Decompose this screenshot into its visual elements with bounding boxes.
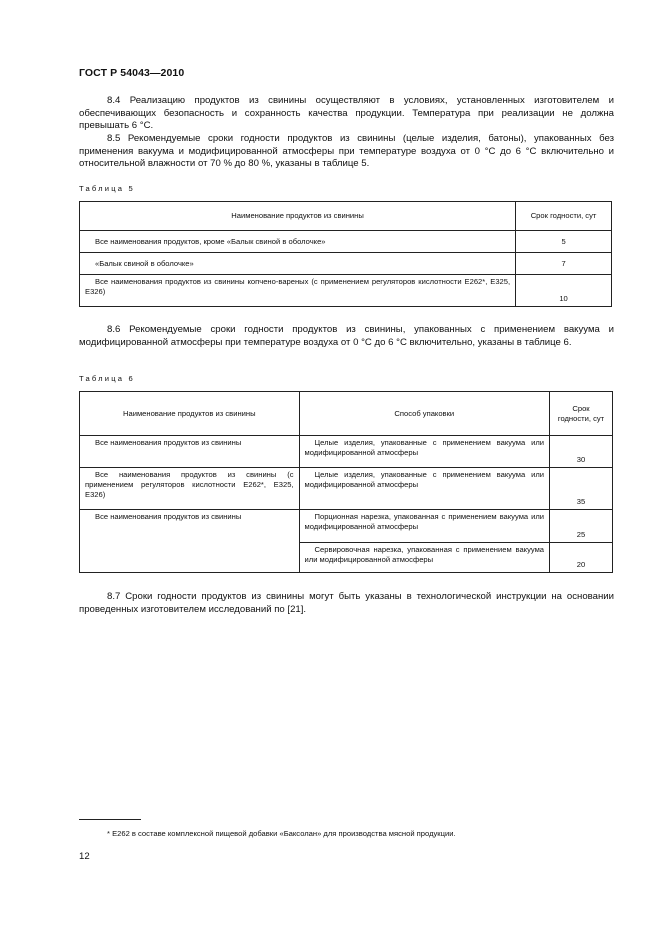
table-5-cell-name: «Балык свиной в оболочке»	[80, 253, 516, 275]
table-6	[79, 391, 613, 573]
table-6-cell-method: Целые изделия, упакованные с применением вакуума или модифицированной атмосферы	[299, 468, 550, 510]
paragraph-8-5	[79, 133, 614, 171]
paragraph-8-4-text: 8.4 Реализацию продуктов из свинины осуществляют в условиях, установленных изготовителем и обеспечивающих безопасность и сохранность качества продукции. Температура при реализации не должна превышать 6 °С.	[79, 95, 614, 132]
table-5	[79, 201, 612, 307]
table-5-header-days: Срок годности, сут	[516, 202, 612, 231]
table-6-header-days: Срок годности, сут	[550, 392, 613, 436]
table-5-cell-days: 10	[516, 275, 612, 307]
table-5-cell-name: Все наименования продуктов из свинины копчено-вареных (с применением регуляторов кислотности Е262*, Е325, Е326)	[80, 275, 516, 307]
table-5-cell-name: Все наименования продуктов, кроме «Балык свиной в оболочке»	[80, 231, 516, 253]
table-6-cell-method: Порционная нарезка, упакованная с применением вакуума или модифицированной атмосферы	[299, 510, 550, 543]
table-6-header-name: Наименование продуктов из свинины	[80, 392, 300, 436]
table-6-cell-days: 35	[550, 468, 613, 510]
table-6-caption: Таблица 6	[79, 374, 135, 383]
table-row	[80, 275, 612, 307]
table-row	[80, 510, 613, 543]
paragraph-8-5-text: 8.5 Рекомендуемые сроки годности продуктов из свинины (целые изделия, батоны), упакованных без применения вакуума и модифицированной атмосферы при температуре воздуха от 0 °С до 6 °С включительно и относительной влажности от 70 % до 80 %, указаны в таблице 5.	[79, 133, 614, 170]
table-5-header-name: Наименование продуктов из свинины	[80, 202, 516, 231]
table-5-header-row	[80, 202, 612, 231]
table-6-cell-name: Все наименования продуктов из свинины (с применением регуляторов кислотности Е262*, Е325, Е326)	[80, 468, 300, 510]
paragraph-8-6-text: 8.6 Рекомендуемые сроки годности продуктов из свинины, упакованных с применением вакуума и модифицированной атмосферы при температуре воздуха от 0 °С до 6 °С включительно, указаны в таблице 6.	[79, 324, 614, 348]
table-row	[80, 231, 612, 253]
paragraph-8-7	[79, 591, 614, 616]
document-header: ГОСТ Р 54043—2010	[79, 67, 185, 79]
paragraph-8-4	[79, 95, 614, 133]
table-row	[80, 468, 613, 510]
table-row	[80, 253, 612, 275]
page-number: 12	[79, 851, 90, 862]
table-6-cell-days: 25	[550, 510, 613, 543]
table-5-cell-days: 5	[516, 231, 612, 253]
table-6-cell-days: 20	[550, 543, 613, 573]
table-6-cell-name: Все наименования продуктов из свинины	[80, 510, 300, 573]
footnote: * Е262 в составе комплексной пищевой добавки «Баксолан» для производства мясной продукции.	[107, 829, 456, 838]
table-6-cell-method: Целые изделия, упакованные с применением вакуума или модифицированной атмосферы	[299, 436, 550, 468]
footnote-separator	[79, 819, 141, 820]
table-5-cell-days: 7	[516, 253, 612, 275]
table-row	[80, 436, 613, 468]
table-5-caption: Таблица 5	[79, 184, 135, 193]
table-6-header-method: Способ упаковки	[299, 392, 550, 436]
paragraph-8-6	[79, 324, 614, 349]
table-6-cell-days: 30	[550, 436, 613, 468]
table-6-cell-name: Все наименования продуктов из свинины	[80, 436, 300, 468]
paragraph-8-7-text: 8.7 Сроки годности продуктов из свинины могут быть указаны в технологической инструкции на основании проведенных изготовителем исследований по [21].	[79, 591, 614, 615]
table-6-cell-method: Сервировочная нарезка, упакованная с применением вакуума или модифицированной атмосферы	[299, 543, 550, 573]
table-6-header-row	[80, 392, 613, 436]
